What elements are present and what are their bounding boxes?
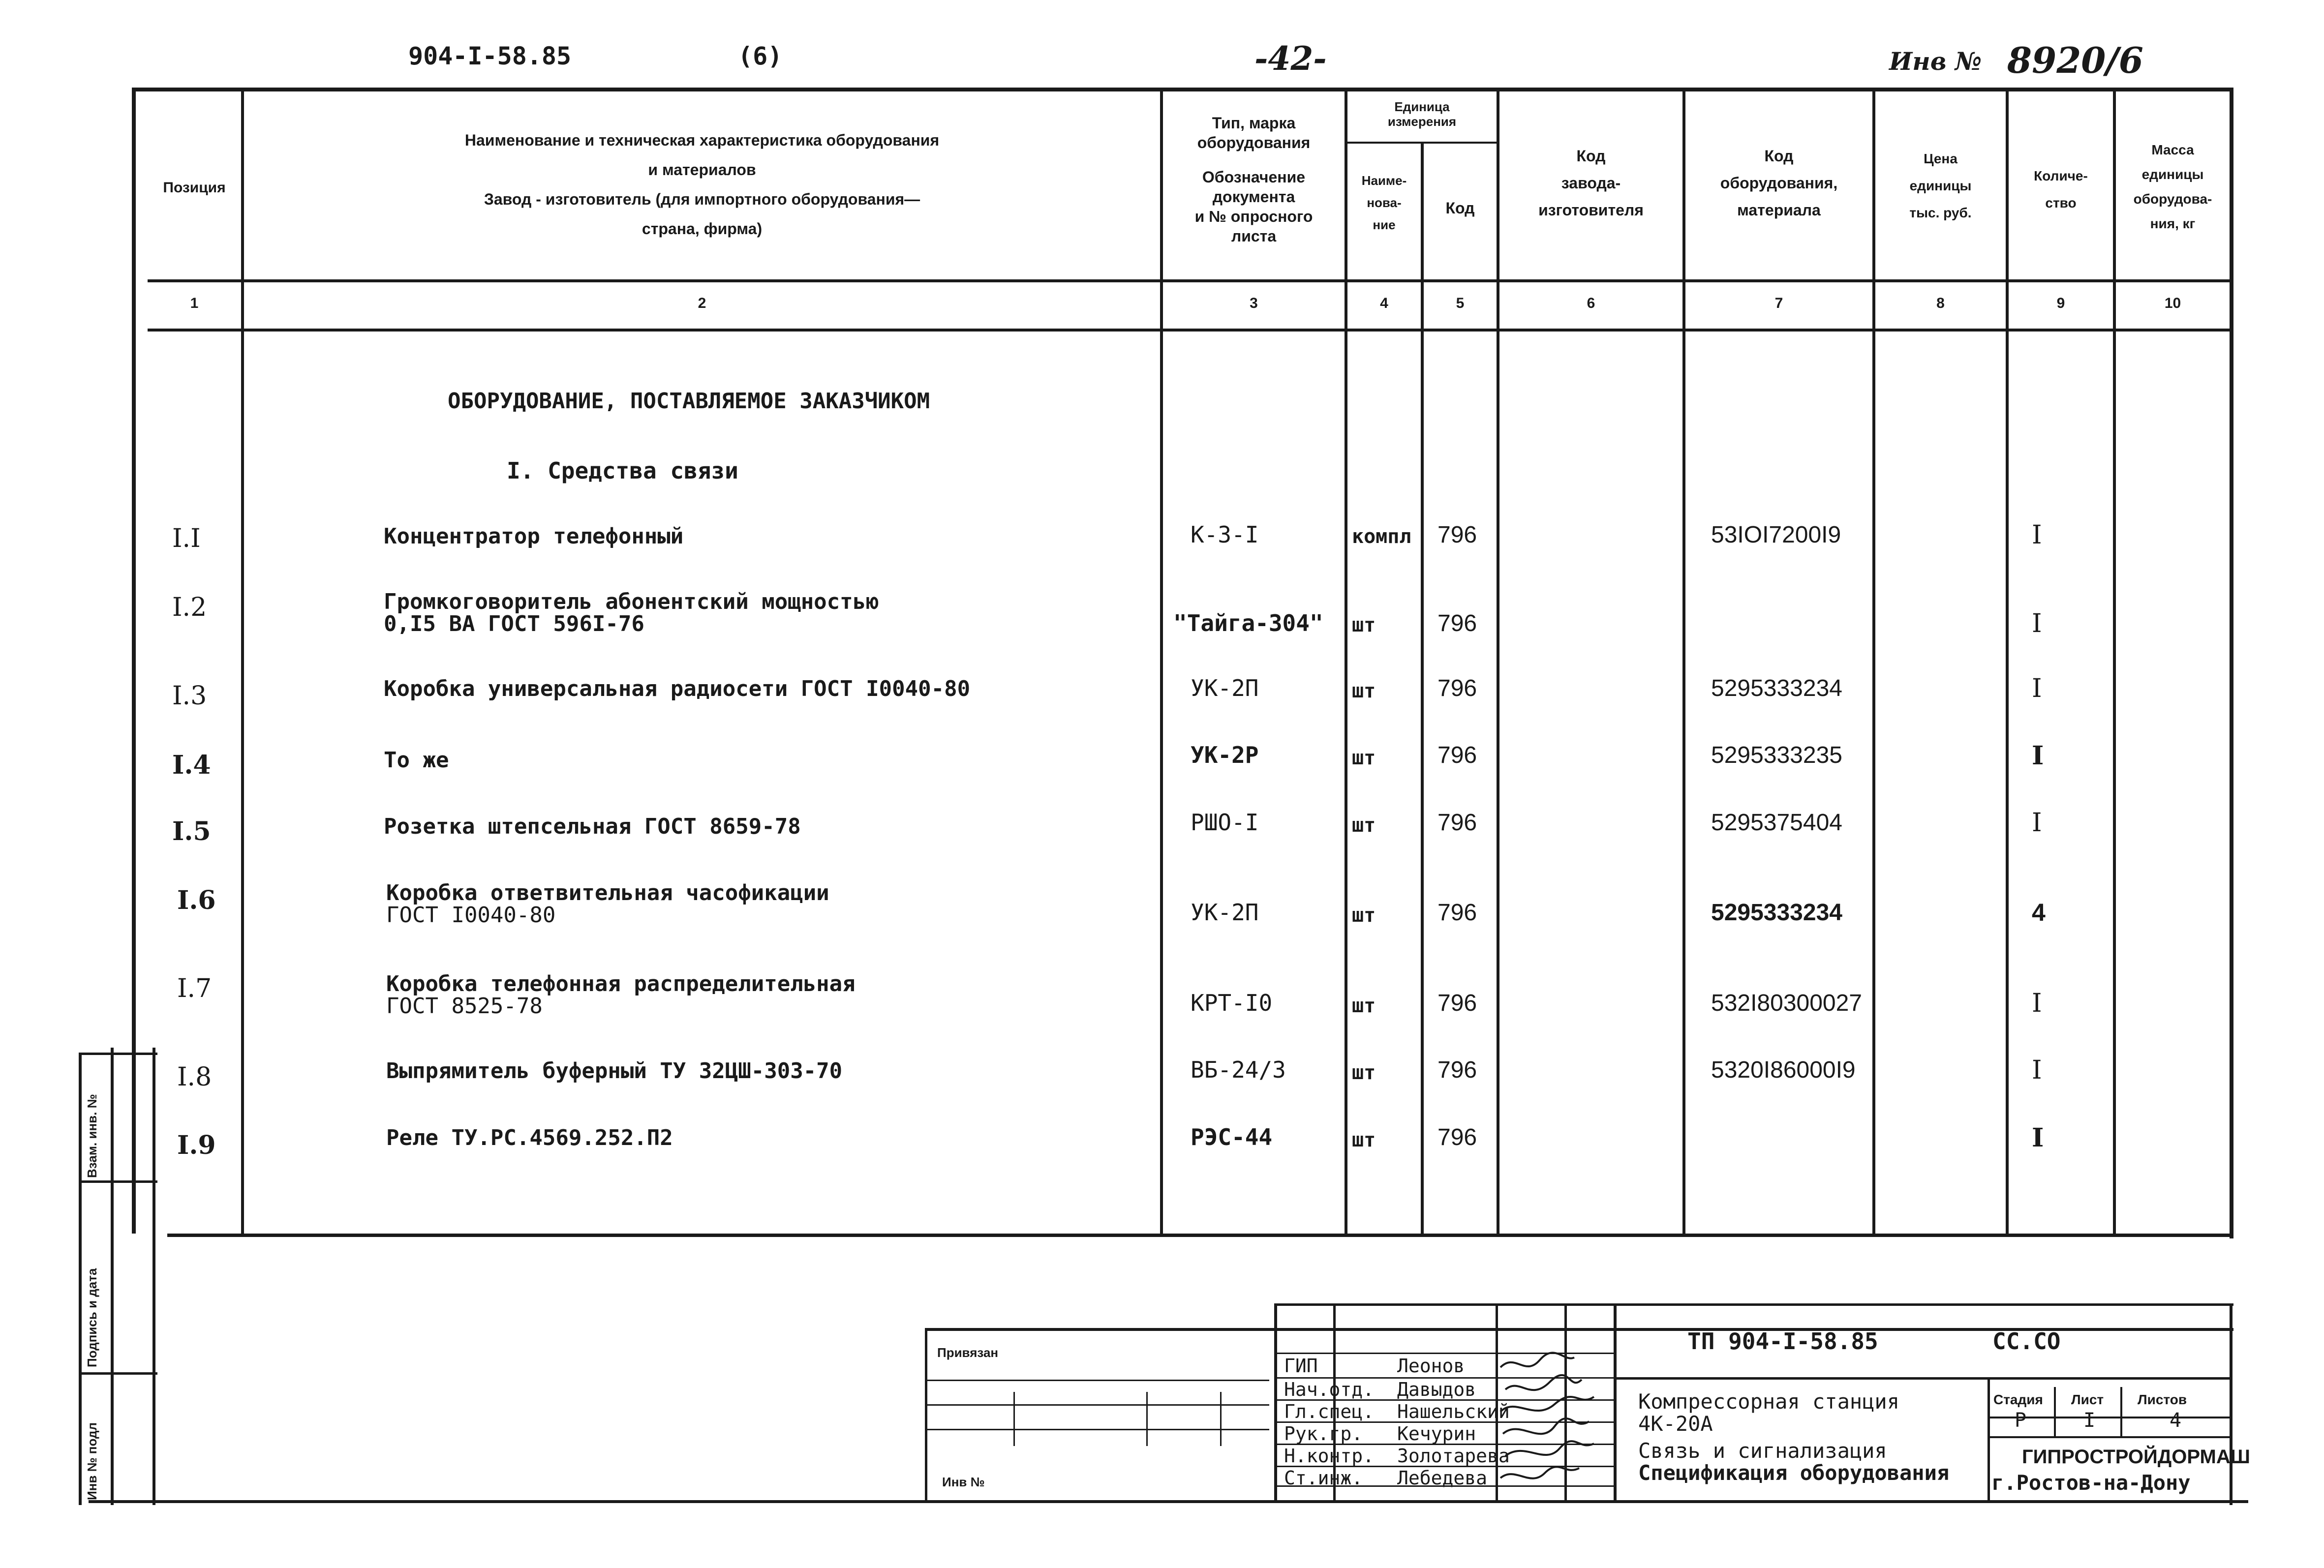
title-desc: 4К-20А — [1638, 1412, 1713, 1436]
header-type — [1163, 113, 1345, 246]
header-material-line: Код — [1764, 147, 1794, 165]
sheets-label: Листов — [2138, 1392, 2187, 1407]
header-position: Позиция — [163, 180, 226, 196]
row-type: РЭС-44 — [1191, 1124, 1273, 1150]
row-unit: шт — [1352, 814, 1376, 837]
row-name: То же — [384, 748, 449, 773]
header-material-line: оборудования, — [1720, 174, 1838, 192]
row-code: 796 — [1437, 742, 1477, 768]
person-name: Кечурин — [1397, 1423, 1476, 1445]
stamp-inv-podl: Инв № подл — [85, 1422, 99, 1500]
header-price — [1875, 145, 2006, 226]
row-name-line2: 0,I5 ВА ГОСТ 596I-76 — [384, 611, 644, 636]
role-label: ГИП — [1284, 1355, 1318, 1377]
col-num: 1 — [190, 295, 199, 311]
row-quantity: I — [2032, 1123, 2044, 1153]
person-name: Лебедева — [1397, 1467, 1488, 1489]
row-name: Коробка универсальная радиосети ГОСТ I0040-80 — [384, 676, 971, 701]
header-name-line: страна, фирма) — [642, 220, 763, 238]
col-num: 10 — [2164, 295, 2181, 311]
header-mass-line: ния, кг — [2150, 216, 2196, 231]
header-name-line: Завод - изготовитель (для импортного оборудования— — [484, 190, 920, 208]
header-factory-line: изготовителя — [1538, 201, 1644, 219]
title-mark: СС.СО — [1992, 1328, 2061, 1355]
col-num: 3 — [1250, 295, 1258, 311]
header-quantity-line: ство — [2045, 195, 2077, 211]
header-mass-line: Масса — [2151, 142, 2194, 157]
row-type: ВБ-24/3 — [1191, 1056, 1286, 1083]
header-unit-line: измерения — [1387, 114, 1457, 129]
row-code: 796 — [1437, 1057, 1477, 1083]
row-unit: шт — [1352, 1061, 1376, 1084]
stamp-podpis: Подпись и дата — [85, 1268, 99, 1367]
header-name-line: и материалов — [648, 161, 756, 179]
row-material-code: 53IOI7200I9 — [1711, 522, 1841, 548]
row-position: I.9 — [177, 1130, 216, 1160]
row-type: К-3-I — [1191, 521, 1259, 548]
header-type-line: оборудования — [1197, 134, 1311, 151]
row-unit: шт — [1352, 995, 1376, 1017]
row-code: 796 — [1437, 675, 1477, 701]
header-price-line: единицы — [1909, 178, 1972, 193]
col-num: 5 — [1456, 295, 1465, 311]
row-code: 796 — [1437, 810, 1477, 836]
subsection-title: I. Средства связи — [507, 457, 738, 484]
row-unit: шт — [1352, 1129, 1376, 1151]
row-material-code: 5320I86000I9 — [1711, 1057, 1856, 1083]
header-price-line: Цена — [1924, 151, 1957, 166]
org-city: г.Ростов-на-Дону — [1991, 1471, 2191, 1495]
row-quantity: I — [2032, 741, 2044, 771]
row-code: 796 — [1437, 900, 1477, 926]
header-mass-line: оборудова- — [2133, 191, 2212, 207]
stamp-vzam: Взам. инв. № — [85, 1094, 99, 1178]
header-type-line: и № опросного — [1194, 208, 1313, 225]
index-label: (6) — [738, 42, 783, 70]
row-position: I.6 — [177, 885, 216, 915]
row-quantity: I — [2032, 609, 2042, 638]
header-price-line: тыс. руб. — [1909, 205, 1972, 220]
header-unit-name-line: нова- — [1367, 195, 1402, 210]
org-name: ГИПРОСТРОЙДОРМАШ — [2022, 1446, 2250, 1468]
person-name: Золотарева — [1397, 1445, 1510, 1467]
row-type: УК-2Р — [1191, 742, 1259, 768]
role-label: Гл.спец. — [1284, 1401, 1375, 1422]
header-mass — [2116, 138, 2230, 236]
row-quantity: I — [2032, 1055, 2042, 1085]
row-type: РШО-I — [1191, 809, 1259, 836]
header-unit-group — [1347, 99, 1497, 129]
header-factory-line: Код — [1576, 147, 1606, 165]
row-type: УК-2П — [1191, 899, 1259, 926]
header-material-line: материала — [1737, 201, 1821, 219]
role-label: Ст.инж. — [1284, 1467, 1363, 1489]
header-type-line: листа — [1231, 227, 1277, 245]
row-code: 796 — [1437, 990, 1477, 1016]
inv-label: Инв № — [1889, 47, 1982, 76]
person-name: Леонов — [1397, 1355, 1465, 1377]
row-material-code: 5295333234 — [1711, 675, 1842, 701]
row-name: Реле ТУ.РС.4569.252.П2 — [386, 1125, 673, 1150]
privyazan-label: Привязан — [937, 1345, 999, 1360]
row-name: Выпрямитель буферный ТУ 32ЦШ-303-70 — [386, 1058, 843, 1084]
col-num: 7 — [1774, 295, 1783, 311]
row-position: I.4 — [172, 750, 211, 780]
doc-number: 904-I-58.85 — [408, 42, 572, 70]
col-num: 8 — [1936, 295, 1945, 311]
inv-number: 8920/6 — [2007, 39, 2143, 81]
page-number: -42- — [1254, 39, 1327, 78]
stage-value: Р — [2015, 1409, 2027, 1432]
row-quantity: I — [2032, 808, 2042, 838]
inv-no-label: Инв № — [942, 1475, 985, 1489]
row-quantity: I — [2032, 674, 2042, 703]
header-unit-name — [1347, 170, 1421, 236]
row-material-code: 5295375404 — [1711, 810, 1842, 836]
role-label: Н.контр. — [1284, 1445, 1375, 1467]
header-type-line: документа — [1212, 188, 1295, 206]
person-name: Давыдов — [1397, 1379, 1476, 1400]
header-unit-code: Код — [1445, 199, 1475, 217]
sheets-value: 4 — [2170, 1409, 2182, 1432]
row-material-code: 5295333235 — [1711, 742, 1842, 768]
role-label: Рук.гр. — [1284, 1423, 1363, 1445]
header-unit-line: Единица — [1394, 99, 1450, 114]
col-num: 2 — [698, 295, 706, 311]
row-code: 796 — [1437, 522, 1477, 548]
sheet-value: I — [2083, 1409, 2096, 1432]
row-position: I.5 — [172, 816, 211, 846]
col-num: 6 — [1587, 295, 1595, 311]
signatures — [1496, 1348, 1614, 1495]
row-name: Коробка телефонная распределительная — [386, 971, 856, 996]
section-title: ОБОРУДОВАНИЕ, ПОСТАВЛЯЕМОЕ ЗАКАЗЧИКОМ — [448, 389, 930, 414]
row-unit: компл — [1352, 525, 1411, 548]
row-unit: шт — [1352, 904, 1376, 927]
row-material-code: 532I80300027 — [1711, 990, 1862, 1016]
row-code: 796 — [1437, 1124, 1477, 1150]
header-type-line: Тип, марка — [1212, 114, 1296, 132]
header-factory-code — [1499, 143, 1682, 224]
header-unit-name-line: ние — [1373, 217, 1396, 232]
row-type: УК-2П — [1191, 675, 1259, 701]
row-unit: шт — [1352, 747, 1376, 769]
row-unit: шт — [1352, 614, 1376, 636]
title-doc-code: ТП 904-I-58.85 — [1687, 1328, 1878, 1355]
col-num: 4 — [1380, 295, 1388, 311]
header-quantity-line: Количе- — [2034, 168, 2088, 183]
row-position: I.2 — [172, 593, 207, 622]
col-num: 9 — [2056, 295, 2065, 311]
header-unit-name-line: Наиме- — [1361, 173, 1407, 188]
header-mass-line: единицы — [2141, 167, 2204, 182]
row-quantity: 4 — [2032, 899, 2046, 926]
person-name: Нашельский — [1397, 1401, 1510, 1422]
header-quantity — [2009, 162, 2113, 216]
title-desc: Спецификация оборудования — [1638, 1461, 1950, 1485]
title-desc: Связь и сигнализация — [1638, 1439, 1887, 1463]
role-label: Нач.отд. — [1284, 1379, 1375, 1400]
row-position: I.3 — [172, 681, 207, 711]
row-position: I.I — [172, 524, 201, 553]
row-type: "Тайга-304" — [1173, 610, 1323, 636]
header-name — [244, 125, 1160, 243]
title-desc: Компрессорная станция — [1638, 1389, 1900, 1414]
row-name: Розетка штепсельная ГОСТ 8659-78 — [384, 814, 801, 839]
row-type: КРТ-I0 — [1191, 990, 1273, 1016]
row-material-code: 5295333234 — [1711, 900, 1842, 926]
row-name-line2: ГОСТ 8525-78 — [386, 994, 543, 1019]
row-position: I.8 — [177, 1062, 212, 1092]
row-unit: шт — [1352, 680, 1376, 702]
row-quantity: I — [2032, 989, 2042, 1018]
row-name-line2: ГОСТ I0040-80 — [386, 903, 556, 928]
sheet-label: Лист — [2071, 1392, 2104, 1407]
row-name: Концентратор телефонный — [384, 524, 684, 549]
row-quantity: I — [2032, 520, 2042, 550]
header-name-line: Наименование и техническая характеристика оборудования — [464, 131, 940, 149]
row-name: Громкоговоритель абонентский мощностью — [384, 589, 879, 614]
header-type-line: Обозначение — [1202, 168, 1306, 186]
header-factory-line: завода- — [1561, 174, 1621, 192]
header-material-code — [1685, 143, 1872, 224]
row-position: I.7 — [177, 974, 212, 1003]
stage-label: Стадия — [1993, 1392, 2043, 1407]
row-code: 796 — [1437, 610, 1477, 636]
row-name: Коробка ответвительная часофикации — [386, 880, 829, 905]
